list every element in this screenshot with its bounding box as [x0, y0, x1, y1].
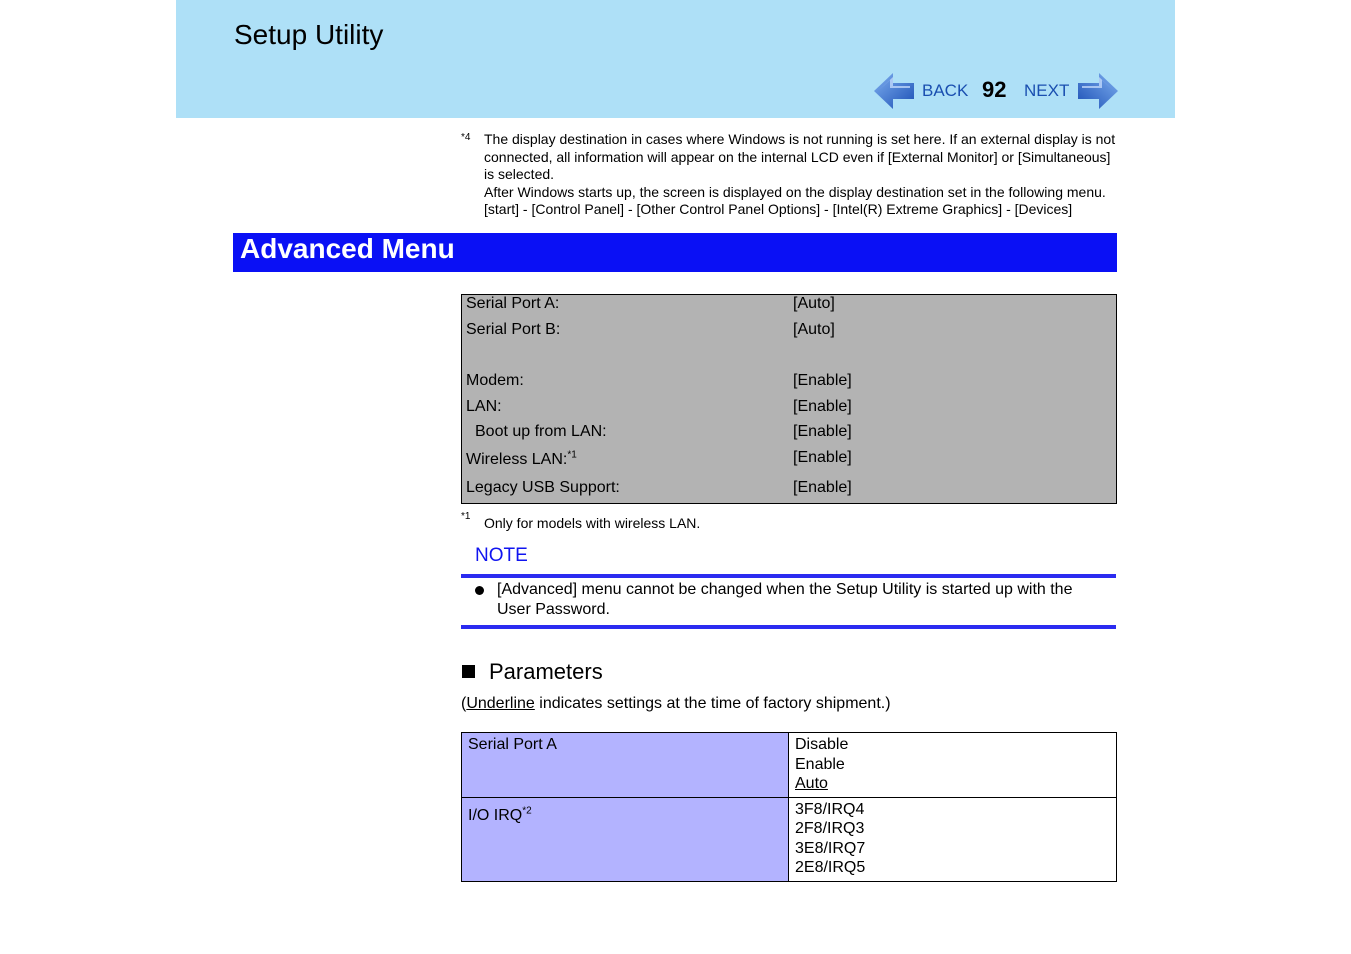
parameter-name	[462, 797, 789, 881]
option-default	[795, 774, 1110, 794]
parameter-name-text	[468, 807, 532, 824]
bios-value: [Enable]	[793, 372, 852, 389]
footnote-ref: *2	[522, 805, 532, 817]
table-row	[462, 733, 1117, 798]
parameters-title: Parameters	[489, 659, 603, 684]
bios-label: Legacy USB Support:	[466, 479, 620, 496]
bios-label-text: Wireless LAN:	[466, 451, 568, 468]
bios-label: Serial Port A:	[466, 295, 560, 312]
option: 2E8/IRQ5	[795, 859, 866, 876]
parameters-note	[461, 695, 891, 713]
parameter-name	[462, 733, 789, 798]
footnote-text: Only for models with wireless LAN.	[484, 515, 701, 531]
note-suffix: indicates settings at the time of factory shipment.)	[534, 695, 891, 712]
note-text: [Advanced] menu cannot be changed when the Setup Utility is started up with the User Password.	[497, 581, 1073, 618]
table-row	[462, 797, 1117, 881]
bios-value: [Enable]	[793, 449, 852, 466]
back-arrow-icon[interactable]	[874, 72, 914, 110]
section-header	[233, 233, 1117, 272]
bios-label	[466, 451, 577, 469]
parameter-name-label: I/O IRQ	[468, 806, 523, 824]
footnote-mark: *1	[461, 511, 471, 522]
bullet-icon	[475, 586, 484, 595]
option: Enable	[795, 755, 845, 773]
note-rule-top	[461, 574, 1116, 578]
bios-value: [Enable]	[793, 398, 852, 415]
option: 3F8/IRQ4	[795, 800, 865, 818]
bios-label: Serial Port B:	[466, 321, 561, 338]
bios-value: [Enable]	[793, 423, 852, 440]
back-link[interactable]: BACK	[922, 81, 969, 100]
option: Disable	[795, 736, 849, 753]
bios-value: [Auto]	[793, 295, 835, 312]
bios-value: [Enable]	[793, 479, 852, 496]
option-default-text: Auto	[795, 775, 828, 792]
section-title: Advanced Menu	[240, 233, 455, 264]
bios-label: Modem:	[466, 372, 524, 389]
square-bullet-icon	[462, 665, 475, 678]
next-arrow-icon[interactable]	[1078, 72, 1118, 110]
bios-label: LAN:	[466, 398, 502, 415]
option: 2F8/IRQ3	[795, 820, 865, 837]
footnote-line: The display destination in cases where Windows is not running is set here. If an external display is not connected, all information will appear on the internal LCD even if [External Monitor] or [Simultaneous] is selected.	[484, 131, 1116, 183]
note-label: NOTE	[475, 545, 528, 566]
parameter-name-text: Serial Port A	[468, 736, 557, 753]
next-link[interactable]: NEXT	[1024, 81, 1070, 100]
parameter-options	[789, 733, 1117, 798]
page-number: 92	[982, 77, 1007, 102]
parameter-options	[789, 797, 1117, 881]
footnote-text	[484, 131, 1124, 219]
footnote-line: After Windows starts up, the screen is displayed on the display destination set in the following menu.	[484, 183, 1106, 200]
footnote-ref: *1	[567, 449, 577, 461]
bios-menu-panel	[461, 294, 1117, 504]
footnote-line: [start] - [Control Panel] - [Other Control Panel Options] - [Intel(R) Extreme Graphics] - [Devices]	[484, 201, 1073, 218]
bios-label: Boot up from LAN:	[475, 423, 607, 440]
underline-sample: Underline	[466, 695, 535, 712]
document-title: Setup Utility	[234, 19, 384, 50]
parameters-table	[461, 732, 1117, 882]
footnote-mark: *4	[461, 132, 471, 143]
bios-value: [Auto]	[793, 321, 835, 338]
note-prefix: (	[461, 695, 467, 712]
note-rule-bottom	[461, 625, 1116, 629]
option: 3E8/IRQ7	[795, 839, 866, 857]
